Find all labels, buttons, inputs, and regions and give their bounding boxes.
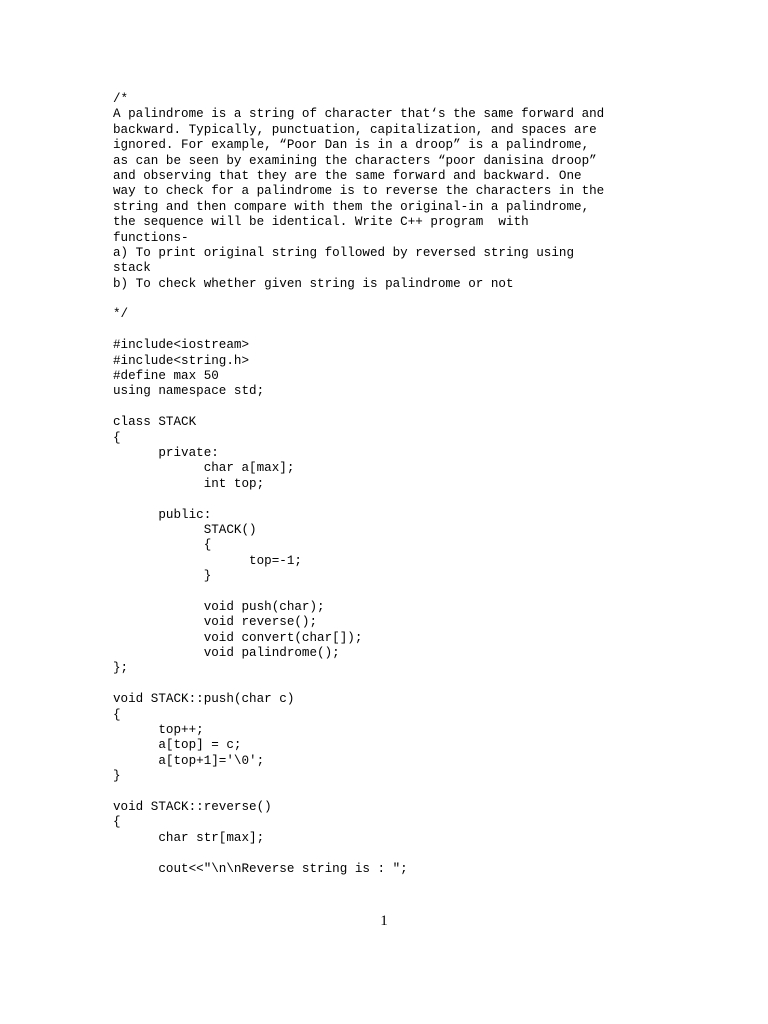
code-line: class STACK — [113, 415, 197, 430]
code-line: int top; — [113, 476, 265, 491]
code-line: stack — [113, 261, 151, 276]
code-listing — [113, 92, 713, 877]
code-line: way to check for a palindrome is to reverse the characters in the — [113, 184, 605, 199]
code-line: top=-1; — [113, 553, 302, 568]
code-line: functions- — [113, 230, 189, 245]
code-line: using namespace std; — [113, 384, 265, 399]
page-number: 1 — [380, 913, 388, 929]
code-line: #include<string.h> — [113, 353, 250, 368]
code-line: string and then compare with them the original-in a palindrome, — [113, 199, 590, 214]
code-line: void STACK::reverse() — [113, 799, 272, 814]
code-line — [113, 585, 713, 600]
code-line: { — [113, 707, 121, 722]
code-line: cout<<"\n\nReverse string is : "; — [113, 861, 408, 876]
code-line: } — [113, 769, 121, 784]
code-line: { — [113, 430, 121, 445]
code-line — [113, 677, 713, 692]
code-line: a[top] = c; — [113, 738, 242, 753]
code-line: the sequence will be identical. Write C++ program with — [113, 215, 529, 230]
code-line: as can be seen by examining the characters “poor danisina droop” — [113, 153, 597, 168]
code-line — [113, 292, 713, 307]
code-line: char str[max]; — [113, 830, 265, 845]
code-line: private: — [113, 445, 219, 460]
code-line: #define max 50 — [113, 369, 219, 384]
code-line: backward. Typically, punctuation, capitalization, and spaces are — [113, 122, 597, 137]
code-line: } — [113, 569, 212, 584]
code-line: void convert(char[]); — [113, 630, 363, 645]
code-line — [113, 400, 713, 415]
code-line — [113, 846, 713, 861]
code-line: }; — [113, 661, 129, 676]
code-line: void reverse(); — [113, 615, 318, 630]
code-line: top++; — [113, 723, 204, 738]
code-line: A palindrome is a string of character that‘s the same forward and — [113, 107, 605, 122]
code-line: and observing that they are the same forward and backward. One — [113, 168, 582, 183]
code-line — [113, 323, 713, 338]
code-line: void palindrome(); — [113, 646, 340, 661]
code-line: { — [113, 538, 212, 553]
code-line: { — [113, 815, 121, 830]
code-line: #include<iostream> — [113, 338, 250, 353]
code-line: /* — [113, 92, 129, 106]
code-line — [113, 492, 713, 507]
code-line — [113, 785, 713, 800]
code-line: STACK() — [113, 522, 257, 537]
code-line: void STACK::push(char c) — [113, 692, 295, 707]
code-line: a[top+1]='\0'; — [113, 753, 265, 768]
code-line: b) To check whether given string is palindrome or not — [113, 276, 514, 291]
code-line: */ — [113, 307, 129, 322]
code-line: ignored. For example, “Poor Dan is in a droop” is a palindrome, — [113, 138, 590, 153]
code-line: a) To print original string followed by reversed string using — [113, 245, 575, 260]
code-line: public: — [113, 507, 212, 522]
code-line: char a[max]; — [113, 461, 295, 476]
code-line: void push(char); — [113, 599, 325, 614]
